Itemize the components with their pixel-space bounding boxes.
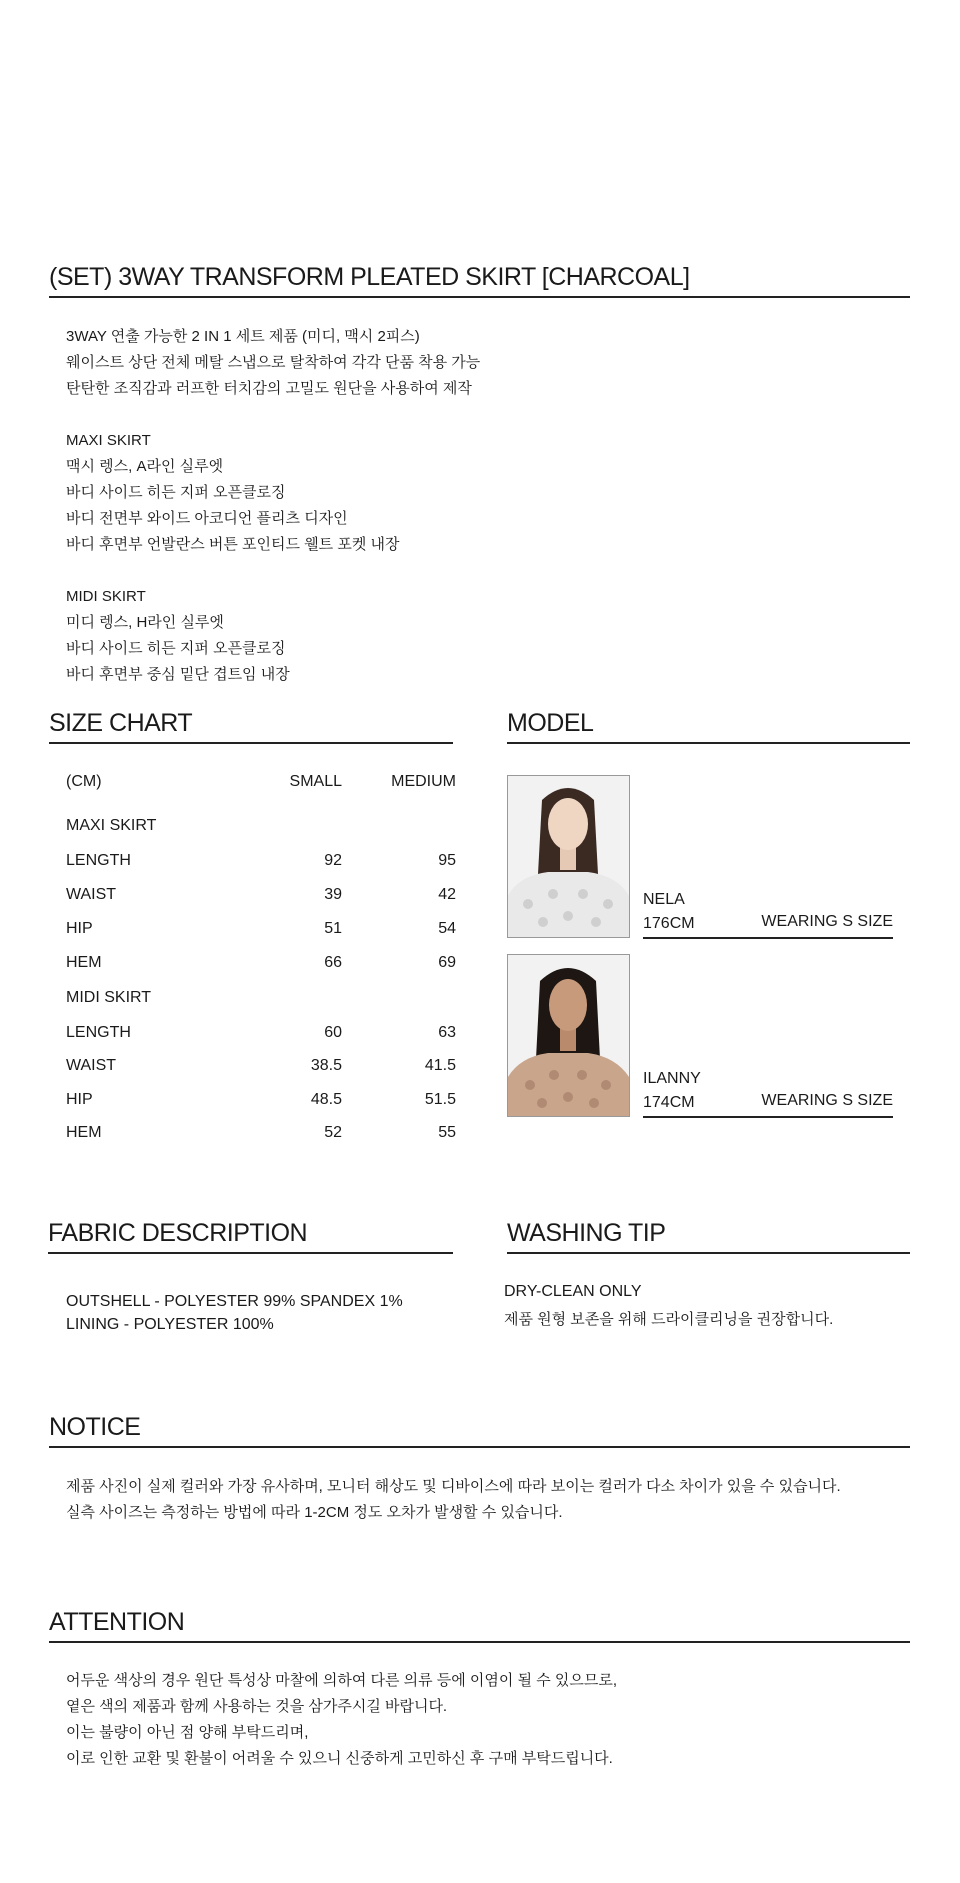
size-row: LENGTH 60 63	[66, 1024, 456, 1041]
washing-line: DRY-CLEAN ONLY	[504, 1283, 642, 1300]
model-wearing-size: WEARING S SIZE	[761, 913, 893, 930]
model-portrait-1	[508, 776, 629, 937]
size-row: HEM 66 69	[66, 954, 456, 971]
model-height: 174CM	[643, 1094, 695, 1111]
intro-line: 웨이스트 상단 전체 메탈 스냅으로 탈착하여 각각 단품 착용 가능	[66, 354, 481, 371]
midi-line: 바디 사이드 히든 지퍼 오픈클로징	[66, 640, 286, 657]
fabric-line: OUTSHELL - POLYESTER 99% SPANDEX 1%	[66, 1293, 403, 1310]
col-medium-header: MEDIUM	[391, 773, 456, 790]
intro-line: 탄탄한 조직감과 러프한 터치감의 고밀도 원단을 사용하여 제작	[66, 380, 472, 397]
notice-heading: NOTICE	[49, 1412, 910, 1448]
attention-line: 이로 인한 교환 및 환불이 어려울 수 있으니 신중하게 고민하신 후 구매 부탁드립니다.	[66, 1750, 613, 1767]
washing-line: 제품 원형 보존을 위해 드라이클리닝을 권장합니다.	[504, 1311, 834, 1328]
product-title: (SET) 3WAY TRANSFORM PLEATED SKIRT [CHARCOAL]	[49, 262, 910, 298]
midi-skirt-title: MIDI SKIRT	[66, 588, 146, 605]
washing-lines	[504, 1278, 833, 1334]
size-row: LENGTH 92 95	[66, 852, 456, 869]
intro-line: 3WAY 연출 가능한 2 IN 1 세트 제품 (미디, 맥시 2피스)	[66, 328, 420, 345]
model-face	[548, 798, 588, 850]
model-photo-nela	[507, 775, 630, 938]
size-row: WAIST 39 42	[66, 886, 456, 903]
notice-line: 실측 사이즈는 측정하는 방법에 따라 1-2CM 정도 오차가 발생할 수 있습니다.	[66, 1504, 563, 1521]
notice-lines	[66, 1474, 906, 1526]
unit-label: (CM)	[66, 773, 102, 790]
maxi-line: 바디 전면부 와이드 아코디언 플리츠 디자인	[66, 510, 348, 527]
maxi-line: 맥시 렝스, A라인 실루엣	[66, 458, 224, 475]
fabric-line: LINING - POLYESTER 100%	[66, 1316, 274, 1333]
model-name: NELA	[643, 891, 685, 908]
attention-lines	[66, 1668, 906, 1772]
model-underline	[643, 937, 893, 939]
midi-skirt-label: MIDI SKIRT	[66, 989, 152, 1006]
midi-line: 미디 렝스, H라인 실루엣	[66, 614, 224, 631]
col-small-header: SMALL	[289, 773, 342, 790]
attention-line: 옅은 색의 제품과 함께 사용하는 것을 삼가주시길 바랍니다.	[66, 1698, 448, 1715]
model-face	[549, 979, 587, 1031]
size-chart-heading: SIZE CHART	[49, 708, 453, 744]
fabric-lines	[66, 1290, 403, 1336]
model-wearing-size: WEARING S SIZE	[761, 1092, 893, 1109]
attention-line: 어두운 색상의 경우 원단 특성상 마찰에 의하여 다른 의류 등에 이염이 될 수 있으므로,	[66, 1672, 618, 1689]
maxi-skirt-title: MAXI SKIRT	[66, 432, 151, 449]
size-chart-header	[66, 773, 466, 797]
product-description	[66, 324, 886, 688]
size-row: HIP 48.5 51.5	[66, 1091, 456, 1108]
maxi-line: 바디 사이드 히든 지퍼 오픈클로징	[66, 484, 286, 501]
maxi-skirt-label: MAXI SKIRT	[66, 817, 157, 834]
size-row: HEM 52 55	[66, 1124, 456, 1141]
model-heading: MODEL	[507, 708, 910, 744]
attention-line: 이는 불량이 아닌 점 양해 부탁드리며,	[66, 1724, 309, 1741]
maxi-line: 바디 후면부 언발란스 버튼 포인티드 웰트 포켓 내장	[66, 536, 400, 553]
fabric-heading: FABRIC DESCRIPTION	[48, 1218, 453, 1254]
model-name: ILANNY	[643, 1070, 701, 1087]
model-portrait-2	[508, 955, 629, 1116]
model-underline	[643, 1116, 893, 1118]
size-row: WAIST 38.5 41.5	[66, 1057, 456, 1074]
model-photo-ilanny	[507, 954, 630, 1117]
notice-line: 제품 사진이 실제 컬러와 가장 유사하며, 모니터 해상도 및 디바이스에 따라 보이는 컬러가 다소 차이가 있을 수 있습니다.	[66, 1478, 841, 1495]
washing-heading: WASHING TIP	[507, 1218, 910, 1254]
size-row: HIP 51 54	[66, 920, 456, 937]
midi-line: 바디 후면부 중심 밑단 겹트임 내장	[66, 666, 290, 683]
model-height: 176CM	[643, 915, 695, 932]
attention-heading: ATTENTION	[49, 1607, 910, 1643]
